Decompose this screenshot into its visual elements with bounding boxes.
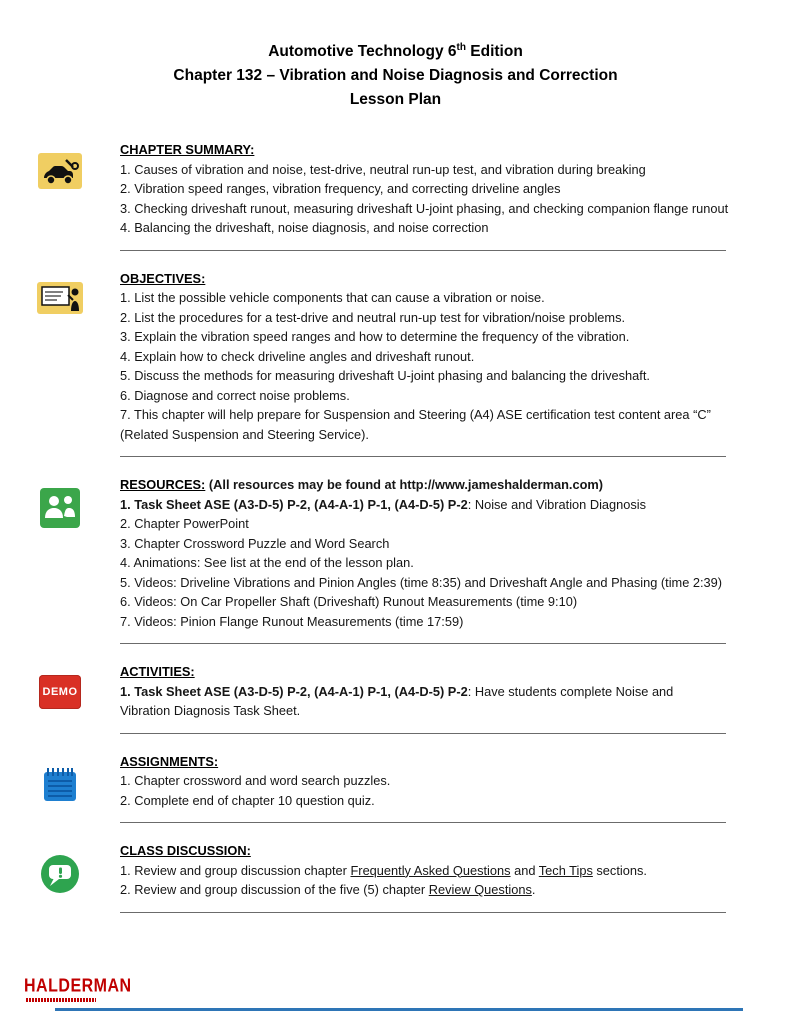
icon-column (0, 140, 120, 251)
task-sheet-rest-text: : Noise and Vibration Diagnosis (467, 496, 647, 512)
section-heading (120, 269, 726, 289)
title-text: Automotive Technology 6 (268, 43, 457, 61)
section-activities (0, 662, 791, 734)
list-item: 6. Diagnose and correct noise problems. (120, 387, 350, 403)
list-item (120, 495, 726, 515)
task-sheet-rest-text: : Have students complete Noise and Vibration Diagnosis Task Sheet. (120, 683, 674, 719)
list-item: 3. Chapter Crossword Puzzle and Word Search (120, 535, 390, 551)
list-item: 4. Animations: See list at the end of the lesson plan. (120, 555, 414, 571)
title-superscript: th (456, 42, 466, 53)
text-column (120, 475, 726, 644)
text-column (120, 269, 726, 458)
list-item: 2. Chapter PowerPoint (120, 516, 249, 532)
list-item (120, 682, 726, 721)
task-sheet-bold-text: 1. Task Sheet ASE (A3-D-5) P-2, (A4-A-1) P-1, (A4-D-5) P-2 (120, 683, 468, 699)
section-divider (120, 250, 726, 251)
discussion-bubble-icon (40, 854, 80, 894)
faq-reference: Frequently Asked Questions (350, 862, 511, 878)
list-item: 7. Videos: Pinion Flange Runout Measurements (time 17:59) (120, 613, 464, 629)
list-item: 1. List the possible vehicle components that can cause a vibration or noise. (120, 290, 545, 306)
section-divider (120, 643, 726, 644)
icon-column (0, 475, 120, 644)
list-item: 3. Checking driveshaft runout, measuring driveshaft U-joint phasing, and checking companion flange runout (120, 200, 729, 216)
list-item: 2. List the procedures for a test-drive and neutral run-up test for vibration/noise problems. (120, 309, 626, 325)
icon-column (0, 269, 120, 458)
presentation-board-icon (37, 282, 83, 314)
activities-heading: ACTIVITIES: (120, 664, 195, 680)
document-title (0, 0, 791, 112)
class-discussion-heading: CLASS DISCUSSION: (120, 843, 251, 859)
title-text: Edition (465, 43, 523, 61)
list-item: 5. Discuss the methods for measuring driveshaft U-joint phasing and balancing the driveshaft. (120, 368, 650, 384)
text-column (120, 662, 726, 734)
assignments-heading: ASSIGNMENTS: (120, 753, 219, 769)
chapter-summary-heading: CHAPTER SUMMARY: (120, 142, 255, 158)
section-objectives (0, 269, 791, 458)
discussion-text: . (531, 882, 536, 898)
section-class-discussion (0, 841, 791, 913)
section-chapter-summary (0, 140, 791, 251)
demo-stamp-icon (39, 675, 81, 709)
resources-heading: RESOURCES: (120, 477, 206, 493)
section-heading (120, 752, 726, 772)
title-line-3: Lesson Plan (349, 91, 442, 109)
section-divider (120, 822, 726, 823)
discussion-text: and (510, 862, 539, 878)
section-heading (120, 475, 726, 495)
list-item: 2. Vibration speed ranges, vibration frequency, and correcting driveline angles (120, 181, 561, 197)
footer-rule (55, 1008, 743, 1011)
icon-column (0, 841, 120, 913)
list-item: 7. This chapter will help prepare for Suspension and Steering (A4) ASE certification test content area “C” (Related Suspension and Steering Service). (120, 407, 711, 442)
list-item: 6. Videos: On Car Propeller Shaft (Driveshaft) Runout Measurements (time 9:10) (120, 594, 578, 610)
task-sheet-bold-text: 1. Task Sheet ASE (A3-D-5) P-2, (A4-A-1) P-1, (A4-D-5) P-2 (120, 496, 468, 512)
car-repair-icon (38, 153, 82, 189)
list-item (120, 880, 726, 900)
text-column (120, 752, 726, 824)
section-resources (0, 475, 791, 644)
review-questions-reference: Review Questions (428, 882, 532, 898)
discussion-text: 2. Review and group discussion of the five (5) chapter (120, 882, 429, 898)
notepad-icon (40, 765, 80, 805)
title-line-1 (0, 36, 791, 64)
discussion-text: 1. Review and group discussion chapter (120, 862, 351, 878)
section-heading (120, 841, 726, 861)
section-divider (120, 456, 726, 457)
list-item: 2. Complete end of chapter 10 question quiz. (120, 792, 375, 808)
discussion-text: sections. (592, 862, 647, 878)
section-assignments (0, 752, 791, 824)
section-divider (120, 912, 726, 913)
list-item: 4. Balancing the driveshaft, noise diagnosis, and noise correction (120, 220, 489, 236)
list-item: 3. Explain the vibration speed ranges and how to determine the frequency of the vibration. (120, 329, 630, 345)
demo-label: DEMO (42, 686, 78, 699)
section-heading (120, 140, 726, 160)
objectives-heading: OBJECTIVES: (120, 270, 206, 286)
section-divider (120, 733, 726, 734)
title-line-2: Chapter 132 – Vibration and Noise Diagnosis and Correction (173, 67, 618, 85)
logo-tagline (26, 998, 96, 1002)
document-body (0, 140, 791, 913)
icon-column (0, 752, 120, 824)
list-item (120, 861, 726, 881)
tech-tips-reference: Tech Tips (538, 862, 593, 878)
list-item: 4. Explain how to check driveline angles and driveshaft runout. (120, 348, 475, 364)
people-group-icon (40, 488, 80, 528)
list-item: 1. Chapter crossword and word search puzzles. (120, 773, 391, 789)
list-item: 5. Videos: Driveline Vibrations and Pinion Angles (time 8:35) and Driveshaft Angle and Phasing (time 2:39) (120, 574, 723, 590)
halderman-logo: HALDERMAN (24, 976, 132, 997)
text-column (120, 140, 729, 251)
section-heading (120, 662, 726, 682)
icon-column (0, 662, 120, 734)
list-item: 1. Causes of vibration and noise, test-drive, neutral run-up test, and vibration during breaking (120, 161, 646, 177)
resources-heading-note: (All resources may be found at http://www.jameshalderman.com) (205, 477, 604, 493)
text-column (120, 841, 726, 913)
